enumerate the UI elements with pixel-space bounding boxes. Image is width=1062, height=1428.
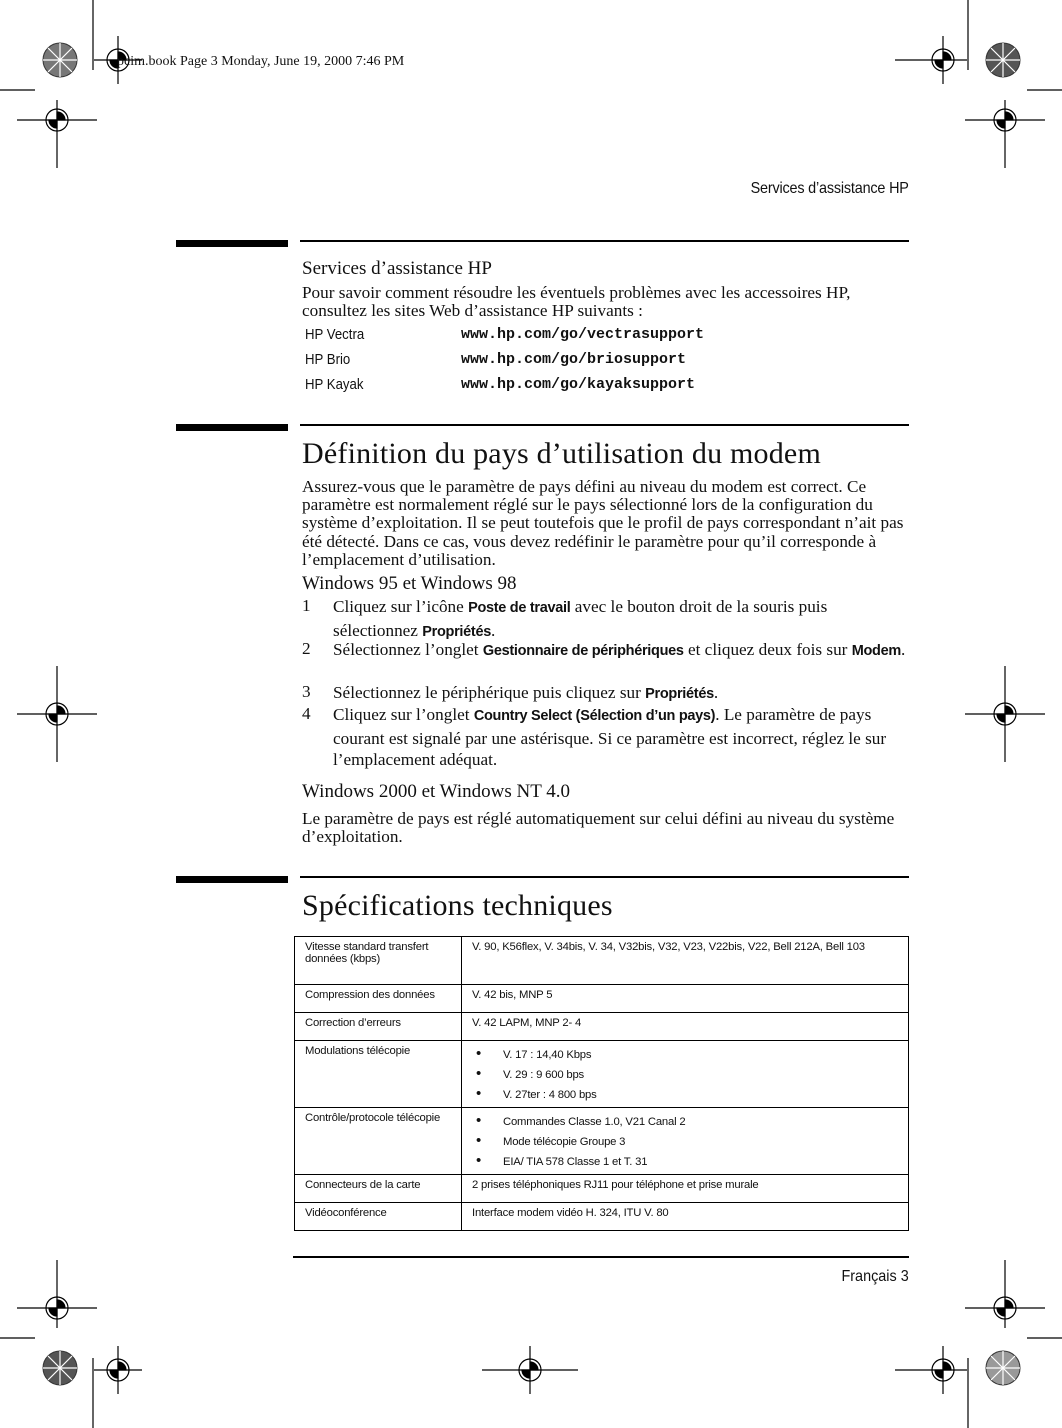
step-text: [333, 596, 913, 643]
step-text-part: .: [713, 683, 719, 702]
running-header: Services d’assistance HP: [750, 180, 909, 197]
step-text-part: Cliquez sur l’onglet: [333, 705, 474, 724]
step-number: 2: [302, 639, 311, 658]
specifications-table: [294, 936, 909, 1231]
modem-country-intro: Assurez-vous que le paramètre de pays défini au niveau du modem est correct. Ce paramètre est normalement réglé sur le pays sélectionné lors de la configuration du système d’exploitation. Il se peut toutefois que le profil de pays correspondant n’ait pas été détecté. Dans ce cas, vous devez redéfinir le paramètre pour qu’il corresponde à l’emplacement d’utilisation.: [302, 477, 904, 569]
spec-label: Correction d’erreurs: [295, 1013, 462, 1041]
section-rule-thin: [300, 424, 909, 426]
product-name: HP Brio: [305, 351, 351, 368]
support-url[interactable]: www.hp.com/go/briosupport: [461, 351, 687, 368]
step-text: [333, 704, 913, 771]
spec-value: V. 42 LAPM, MNP 2- 4: [462, 1013, 909, 1041]
section-rule-thick: [176, 876, 288, 883]
ui-term: Propriétés: [645, 686, 714, 702]
table-row: [295, 985, 909, 1013]
product-name: HP Vectra: [305, 326, 365, 343]
section-rule-thin: [300, 876, 909, 878]
support-url[interactable]: www.hp.com/go/kayaksupport: [461, 376, 696, 393]
list-item: • Mode télécopie Groupe 3: [472, 1132, 898, 1152]
list-item: • V. 29 : 9 600 bps: [472, 1065, 898, 1085]
step-number: 4: [302, 704, 311, 723]
spec-label: Vitesse standard transfert données (kbps): [295, 937, 462, 985]
ui-term: Propriétés: [422, 623, 491, 640]
section-title-specs: Spécifications techniques: [302, 889, 613, 922]
table-row: [295, 1013, 909, 1041]
support-url[interactable]: www.hp.com/go/vectrasupport: [461, 326, 705, 343]
section-rule-thin: [300, 240, 909, 242]
step-text-part: Sélectionnez le périphérique puis cliquez sur: [333, 683, 646, 702]
section-rule-thick: [176, 424, 288, 431]
step-text-part: Sélectionnez l’onglet: [333, 640, 483, 659]
step-text-part: avec le bouton droit de la souris puis sélectionnez: [333, 597, 828, 640]
spec-label: Modulations télécopie: [295, 1041, 462, 1108]
support-intro: Pour savoir comment résoudre les éventuels problèmes avec les accessoires HP, consultez les sites Web d’assistance HP suivants :: [302, 283, 851, 321]
table-row: [295, 1203, 909, 1231]
spec-value: [462, 1041, 909, 1108]
table-row: [295, 1108, 909, 1175]
footer-rule: [293, 1256, 909, 1258]
step-text-part: . Le paramètre de pays courant est signalé par une astérisque. Si ce paramètre est incorrect, réglez le sur l’emplacement adéquat.: [333, 705, 887, 769]
spec-value: 2 prises téléphoniques RJ11 pour téléphone et prise murale: [462, 1175, 909, 1203]
spec-label: Connecteurs de la carte: [295, 1175, 462, 1203]
spec-value: V. 90, K56flex, V. 34bis, V. 34, V32bis, V32, V23, V22bis, V22, Bell 212A, Bell 103: [462, 937, 909, 985]
section-title-modem-country: Définition du pays d’utilisation du modem: [302, 437, 821, 470]
spec-label: Compression des données: [295, 985, 462, 1013]
table-row: [295, 1175, 909, 1203]
section-title-support: Services d’assistance HP: [302, 258, 492, 279]
list-item: • Commandes Classe 1.0, V21 Canal 2: [472, 1112, 898, 1132]
spec-value: Interface modem vidéo H. 324, ITU V. 80: [462, 1203, 909, 1231]
product-name: HP Kayak: [305, 376, 364, 393]
table-row: [295, 937, 909, 985]
spec-label: Contrôle/protocole télécopie: [295, 1108, 462, 1175]
subheading-win9x: Windows 95 et Windows 98: [302, 573, 517, 594]
step-text-part: et cliquez deux fois sur: [683, 640, 852, 659]
ui-term: Poste de travail: [468, 600, 571, 616]
subheading-win2000: Windows 2000 et Windows NT 4.0: [302, 781, 570, 802]
step-text: [333, 682, 913, 706]
step-text: [333, 639, 913, 663]
spec-value: [462, 1108, 909, 1175]
page-footer: Français 3: [841, 1268, 909, 1285]
step-text-part: .: [490, 620, 496, 640]
step-text-part: Cliquez sur l’icône: [333, 597, 469, 616]
list-item: • V. 17 : 14,40 Kbps: [472, 1045, 898, 1065]
ui-term: Country Select (Sélection d’un pays): [473, 708, 716, 724]
spec-value: V. 42 bis, MNP 5: [462, 985, 909, 1013]
section-rule-thick: [176, 240, 288, 247]
print-slug: pcim.book Page 3 Monday, June 19, 2000 7:46 PM: [117, 54, 405, 69]
step-number: 1: [302, 596, 311, 615]
list-item: • V. 27ter : 4 800 bps: [472, 1085, 898, 1105]
ui-term: Modem: [851, 643, 901, 659]
spec-label: Vidéoconférence: [295, 1203, 462, 1231]
step-text-part: .: [900, 640, 906, 659]
list-item: • EIA/ TIA 578 Classe 1 et T. 31: [472, 1152, 898, 1172]
table-row: [295, 1041, 909, 1108]
step-number: 3: [302, 682, 311, 701]
win2000-text: Le paramètre de pays est réglé automatiquement sur celui défini au niveau du système d’exploitation.: [302, 809, 895, 847]
ui-term: Gestionnaire de périphériques: [482, 643, 684, 659]
